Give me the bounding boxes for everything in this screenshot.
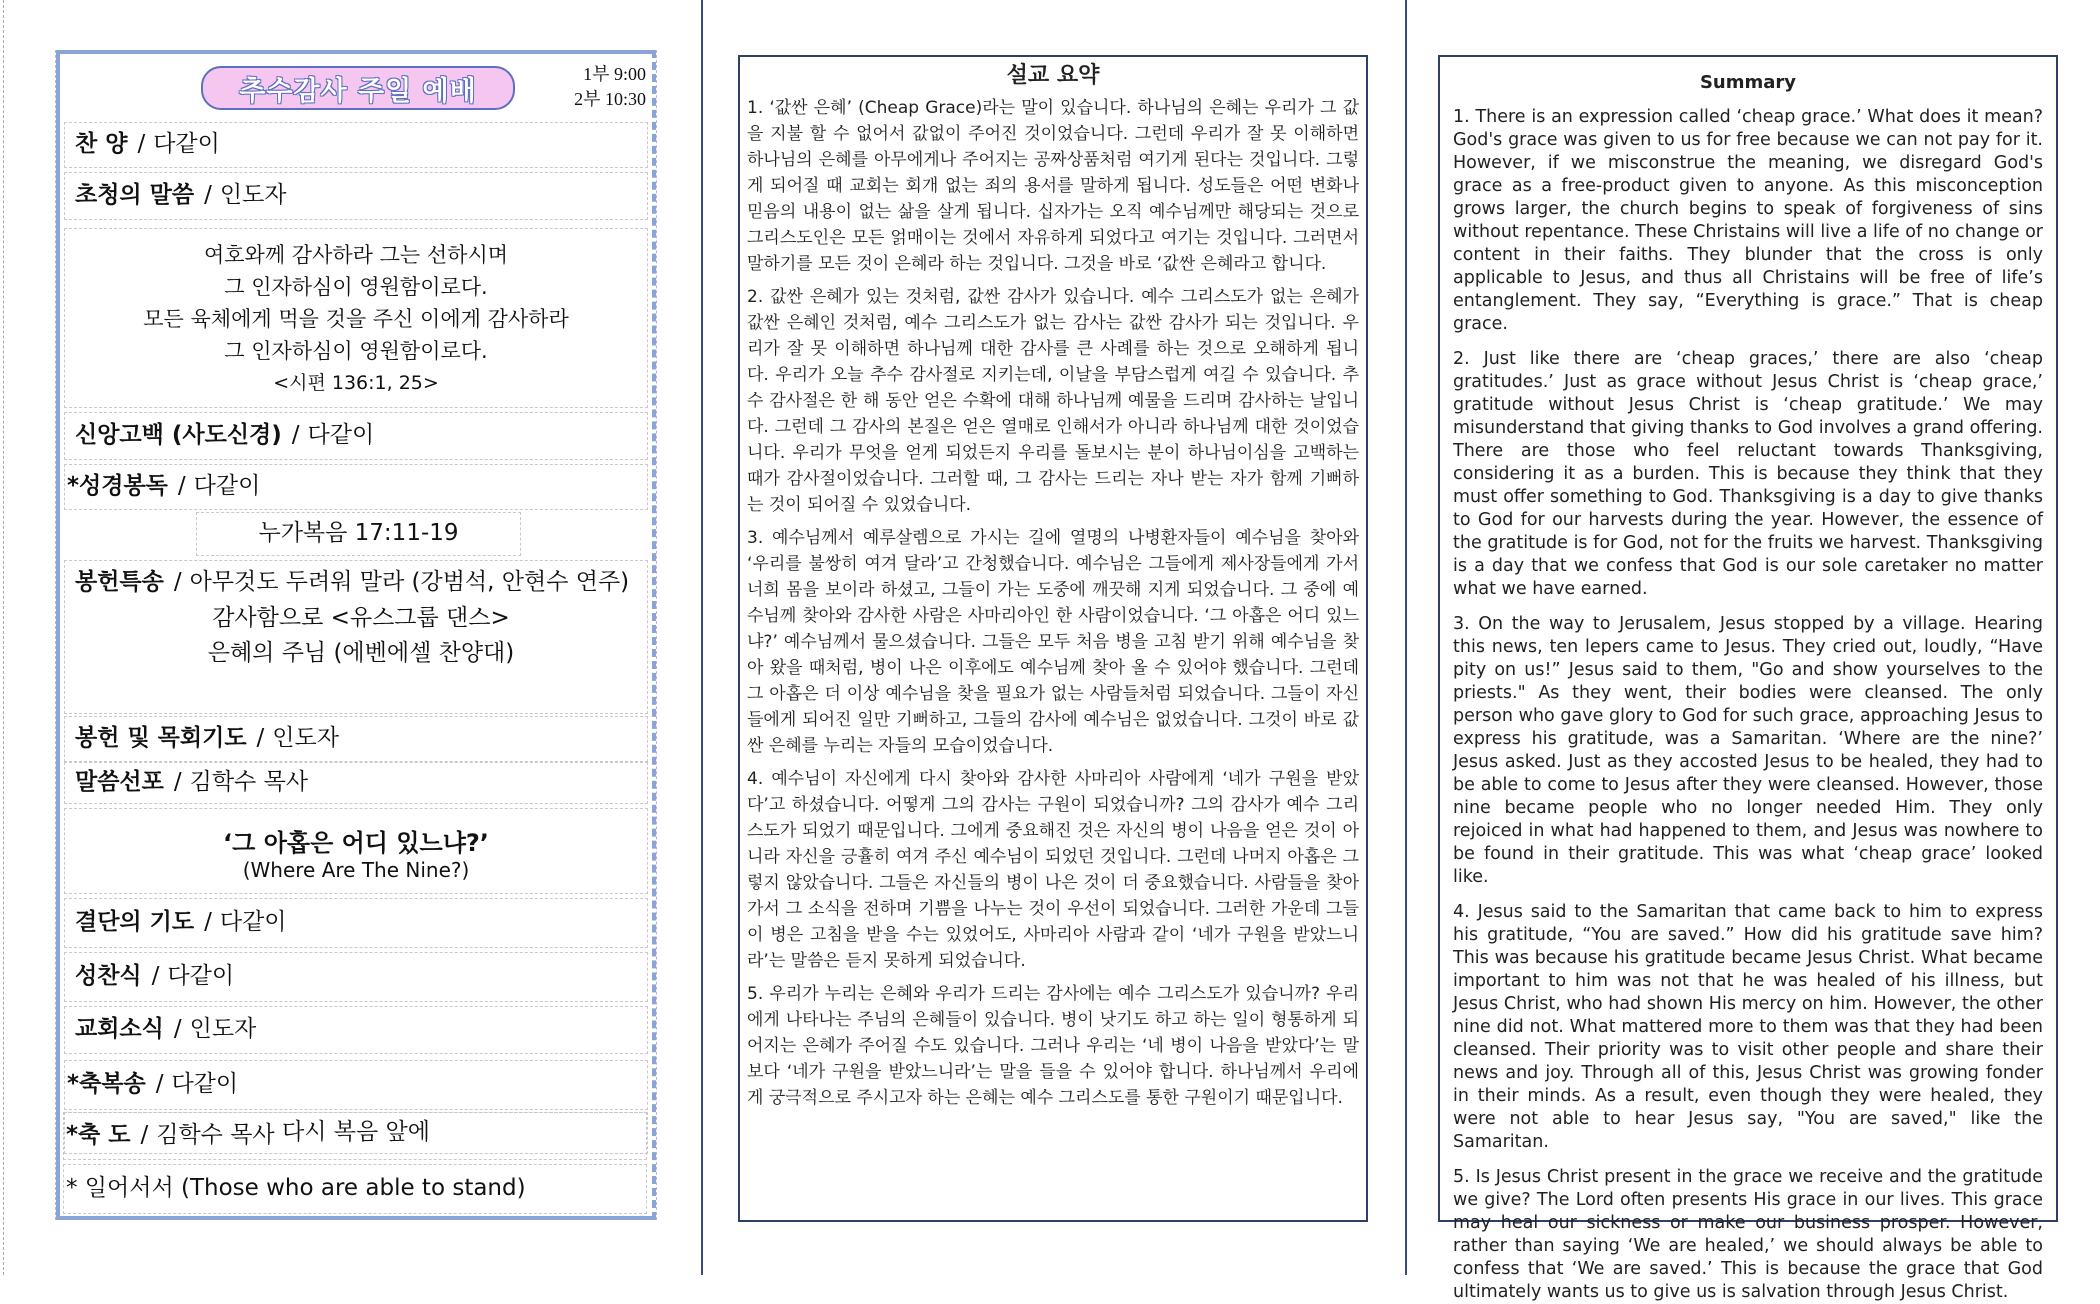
item-leader: 다같이: [307, 422, 375, 449]
english-sermon-summary: [1438, 55, 2058, 1302]
scripture-passage: 누가복음 17:11-19: [196, 512, 521, 556]
item-leader: 다같이: [153, 131, 220, 158]
sermon-title-english: (Where Are The Nine?): [242, 858, 470, 882]
item-label: 초청의 말씀: [75, 182, 195, 209]
item-leader: 다같이: [171, 1071, 239, 1098]
item-creed: 신앙고백 (사도신경) / 다같이: [64, 412, 648, 460]
blessing-song-title: 다시 복음 앞에: [64, 1112, 648, 1154]
item-label: 신앙고백 (사도신경): [75, 422, 282, 449]
item-leader: 인도자: [189, 1016, 257, 1043]
column-divider-left: [701, 0, 703, 1275]
psalm-line: 여호와께 감사하라 그는 선하시며: [203, 243, 509, 267]
item-leader: 김학수 목사: [156, 1122, 275, 1149]
item-leader: 인도자: [272, 725, 339, 752]
service-time-1: 1부 9:00: [583, 64, 646, 84]
item-label: *축복송: [67, 1071, 146, 1098]
item-leader: 다같이: [167, 963, 235, 990]
item-offering-special: 봉헌특송 / 아무것도 두려워 말라 (강범석, 안현수 연주) 감사함으로 <유스그룹 댄스> 은혜의 주님 (에벤에셀 찬양대): [64, 560, 648, 714]
sermon-title-korean: ‘그 아홉은 어디 있느냐?’: [223, 829, 489, 857]
worship-order-panel: [55, 50, 657, 1220]
sermon-title: [64, 808, 648, 894]
psalm-line: 그 인자하심이 영원함이로다.: [224, 275, 488, 299]
item-blessing-song: *축복송 / 다같이: [64, 1060, 648, 1110]
psalm-line: 그 인자하심이 영원함이로다.: [224, 339, 488, 363]
korean-summary-title: 설교 요약: [1006, 63, 1100, 88]
item-label: 성찬식: [75, 963, 142, 990]
item-leader: 다같이: [193, 473, 261, 500]
psalm-reference: <시편 136:1, 25>: [273, 372, 439, 394]
item-label: 봉헌 및 목회기도: [75, 725, 247, 752]
english-summary-title: Summary: [1699, 72, 1797, 93]
service-time-2: 2부 10:30: [574, 89, 646, 109]
english-summary-paragraph: 2. Just like there are ‘cheap graces,’ there are also ‘cheap gratitudes.’ Just as grace without Jesus Christ is ‘cheap grace,’ gratitude without Jesus Christ is ‘cheap gratitude.’ We may misunderstand that giving thanks to God involves a grand offering. There are those who feel reluctant towards Thanksgiving, considering it as a burden. This is because they think that they must offer something to God. Thanksgiving is a day to give thanks to God for our harvests during the year. However, the essence of the gratitude is for God, not for the fruits we harvest. Thanksgiving is a day that we confess that God is our sole caretaker no matter what we have earned.: [1453, 349, 2043, 599]
korean-summary-paragraph: 5. 우리가 누리는 은혜와 우리가 드리는 감사에는 예수 그리스도가 있습니까? 우리에게 나타나는 주님의 은혜들이 있습니다. 병이 낫기도 하고 하는 일이 형통하게 되어지는 은혜가 주어질 수도 있습니다. 그러나 우리는 ‘네 병이 나음을 받았다’는 말 보다 ‘네가 구원을 받았느니라’는 말을 들을 수 있어야 합니다. 하나님께서 우리에게 궁극적으로 주시고자 하는 은혜는 예수 그리스도를 통한 구원이기 때문입니다.: [747, 984, 1360, 1108]
item-sermon: 말씀선포 / 김학수 목사: [64, 762, 648, 804]
service-times: [546, 62, 646, 112]
psalm-line: 모든 육체에게 먹을 것을 주신 이에게 감사하라: [143, 307, 569, 331]
psalm-reading: [64, 228, 648, 408]
item-label: *축 도: [66, 1122, 131, 1149]
item-leader: 인도자: [219, 182, 287, 209]
item-decision-prayer: 결단의 기도 / 다같이: [64, 898, 648, 948]
korean-summary-paragraph: 4. 예수님이 자신에게 다시 찾아와 감사한 사마리아 사람에게 ‘네가 구원을 받았다’고 하셨습니다. 어떻게 그의 감사는 구원이 되었습니까? 그의 감사가 예수 그리스도가 되었기 때문입니다. 그에게 중요해진 것은 자신의 병이 나음을 얻은 것이 아니라 자신을 긍휼히 여겨 주신 예수님이 되었던 것입니다. 그런데 나머지 아홉은 그렇지 않았습니다. 그들은 자신들의 병이 나은 것이 더 중요했습니다. 사람들을 찾아가서 그 소식을 전하며 기쁨을 나누는 것이 우선이 되었습니다. 그러한 가운데 그들이 병은 고침을 받을 수는 있었어도, 사마리아 사람과 같이 ‘네가 구원을 받았느니라’는 말씀은 듣지 못하게 되었습니다.: [747, 769, 1359, 971]
item-leader: 김학수 목사: [189, 769, 309, 796]
item-scripture-reading: *성경봉독 / 다같이: [64, 464, 648, 510]
item-praise: 찬 양 / 다같이: [64, 122, 648, 168]
column-divider-right: [1405, 0, 1407, 1275]
special-song-2: 은혜의 주님 (에벤에셀 찬양대): [207, 640, 515, 667]
item-label: 교회소식: [75, 1016, 164, 1043]
item-benediction: *축 도 / 김학수 목사: [63, 1112, 647, 1160]
english-summary-paragraph: 4. Jesus said to the Samaritan that came back to him to express his gratitude, “You are saved.” How did his gratitude save him? This was because his gratitude became Jesus Christ. What became important to him was not that he was healed of his illness, but Jesus Christ, who had shown His mercy on him. However, the other nine did not. What mattered more to them was that they had been cleansed. Their priority was to visit other people and share their news and joy. Through all of this, Jesus Christ was growing fonder in their minds. As a result, even though they were healed, they were not able to hear Jesus say, "You are saved," like the Samaritan.: [1453, 902, 2043, 1152]
special-song-1: 감사함으로 <유스그룹 댄스>: [212, 604, 510, 631]
service-title: 추수감사 주일 예배: [201, 66, 515, 110]
korean-sermon-summary: [738, 55, 1368, 1222]
item-label: 결단의 기도: [75, 909, 195, 936]
item-invitation: 초청의 말씀 / 인도자: [64, 172, 648, 220]
standing-footnote: * 일어서서 (Those who are able to stand): [63, 1164, 647, 1214]
item-announcements: 교회소식 / 인도자: [64, 1006, 648, 1054]
item-leader: 아무것도 두려워 말라 (강범석, 안현수 연주): [189, 569, 630, 595]
item-leader: 다같이: [219, 909, 287, 936]
item-communion: 성찬식 / 다같이: [64, 952, 648, 1002]
english-summary-paragraph: 5. Is Jesus Christ present in the grace we receive and the gratitude we give? The Lord often presents His grace in our lives. This grace may heal our sickness or make our business prosper. However, rather than saying ‘We are healed,’ we should always be able to confess that ‘We are saved.’ This is because the grace that God ultimately wants us to give us is salvation through Jesus Christ.: [1453, 1167, 2043, 1302]
korean-summary-paragraph: 1. ‘값싼 은혜’ (Cheap Grace)라는 말이 있습니다. 하나님의 은혜는 우리가 그 값을 지불 할 수 없어서 값없이 주어진 것이었습니다. 그런데 우리가 잘 못 이해하면 하나님의 은혜를 아무에게나 주어지는 공짜상품처럼 여기게 된다는 것입니다. 그렇게 되어질 때 교회는 회개 없는 죄의 용서를 말하게 됩니다. 성도들은 어떤 변화나 믿음의 내용이 없는 삶을 살게 됩니다. 십자가는 오직 예수님께만 해당되는 것으로 그리스도인은 모든 얽매이는 것에서 자유하게 되었다고 여기는 것입니다. 그러면서 말하기를 모든 것이 은혜라 하는 것입니다. 그것을 바로 ‘값싼 은혜라고 합니다.: [747, 98, 1359, 274]
korean-summary-paragraph: 2. 값싼 은혜가 있는 것처럼, 값싼 감사가 있습니다. 예수 그리스도가 없는 은혜가 값싼 은혜인 것처럼, 예수 그리스도가 없는 감사는 값싼 감사가 되는 것입니다. 우리가 잘 못 이해하면 하나님께 대한 감사를 큰 사례를 하는 것으로 오해하게 됩니다. 우리가 오늘 추수 감사절로 지키는데, 이날을 부담스럽게 여길 수 있습니다. 추수 감사절은 한 해 동안 얻은 수확에 대해 하나님께 예물을 드리며 감사하는 날입니다. 그런데 그 감사의 본질은 얻은 열매로 인해서가 아니라 하나님께 대한 것이었습니다. 우리가 무엇을 얻게 되었든지 우리를 돌보시는 분이 하나님이심을 고백하는 때가 감사절이었습니다. 그러할 때, 그 감사는 드리는 자나 받는 자가 함께 기뻐하는 것이 되어질 수 있었습니다.: [747, 287, 1359, 515]
page-edge-dashed: [3, 0, 4, 1275]
korean-summary-paragraph: 3. 예수님께서 예루살렘으로 가시는 길에 열명의 나병환자들이 예수님을 찾아와 ‘우리를 불쌍히 여겨 달라’고 간청했습니다. 예수님은 그들에게 제사장들에게 가서 너희 몸을 보이라 하셨고, 그들이 가는 도중에 깨끗해 지게 되었습니다. 그 중에 예수님께 찾아와 감사한 사람은 사마리아인 한 사람이었습니다. ‘그 아홉은 어디 있느냐?’ 예수님께서 물으셨습니다. 그들은 모두 처음 병을 고침 받기 위해 예수님을 찾아 왔을 때처럼, 병이 나은 이후에도 예수님께 찾아 올 수 있어야 했습니다. 그런데 그 아홉은 더 이상 예수님을 찾을 필요가 없는 사람들처럼 되었습니다. 그들이 자신들에게 되어진 일만 기뻐하고, 그들의 감사에 예수님은 없었습니다. 그것이 바로 값싼 은혜를 누리는 자들의 모습이었습니다.: [747, 528, 1359, 756]
item-label: 찬 양: [75, 131, 128, 158]
item-label: 봉헌특송: [75, 569, 164, 595]
english-summary-paragraph: 1. There is an expression called ‘cheap grace.’ What does it mean? God's grace was given to us for free because we can not pay for it. However, if we misconstrue the meaning, we disregard God's grace as a free-product given to anyone. As this misconception grows larger, the church begins to speak of forgiveness of sins without repentance. These Christains will live a life of no change or content in their faiths. They blunder that the cross is only applicable to Jesus, and thus all Christains will be free of life’s entanglement. They say, “Everything is grace.” That is cheap grace.: [1453, 107, 2043, 334]
english-summary-paragraph: 3. On the way to Jerusalem, Jesus stopped by a village. Hearing this news, ten lepers came to Jesus. They cried out, loudly, “Have pity on us!” Jesus said to them, "Go and show yourselves to the priests." As they went, their bodies were cleansed. The only person who gave glory to God for such grace, approaching Jesus to express his gratitude, was a Samaritan. ‘Where are the nine?’ Jesus asked. Just as they accosted Jesus to be healed, they had to be able to come to Jesus after they were cleansed. However, those nine became people who no longer needed Him. They only rejoiced in what had happened to them, and Jesus was nowhere to be found in their gratitude. This was what ‘cheap grace’ looked like.: [1453, 614, 2043, 887]
item-label: 말씀선포: [75, 769, 164, 796]
item-label: *성경봉독: [67, 473, 168, 500]
item-offering-prayer: 봉헌 및 목회기도 / 인도자: [64, 716, 648, 762]
